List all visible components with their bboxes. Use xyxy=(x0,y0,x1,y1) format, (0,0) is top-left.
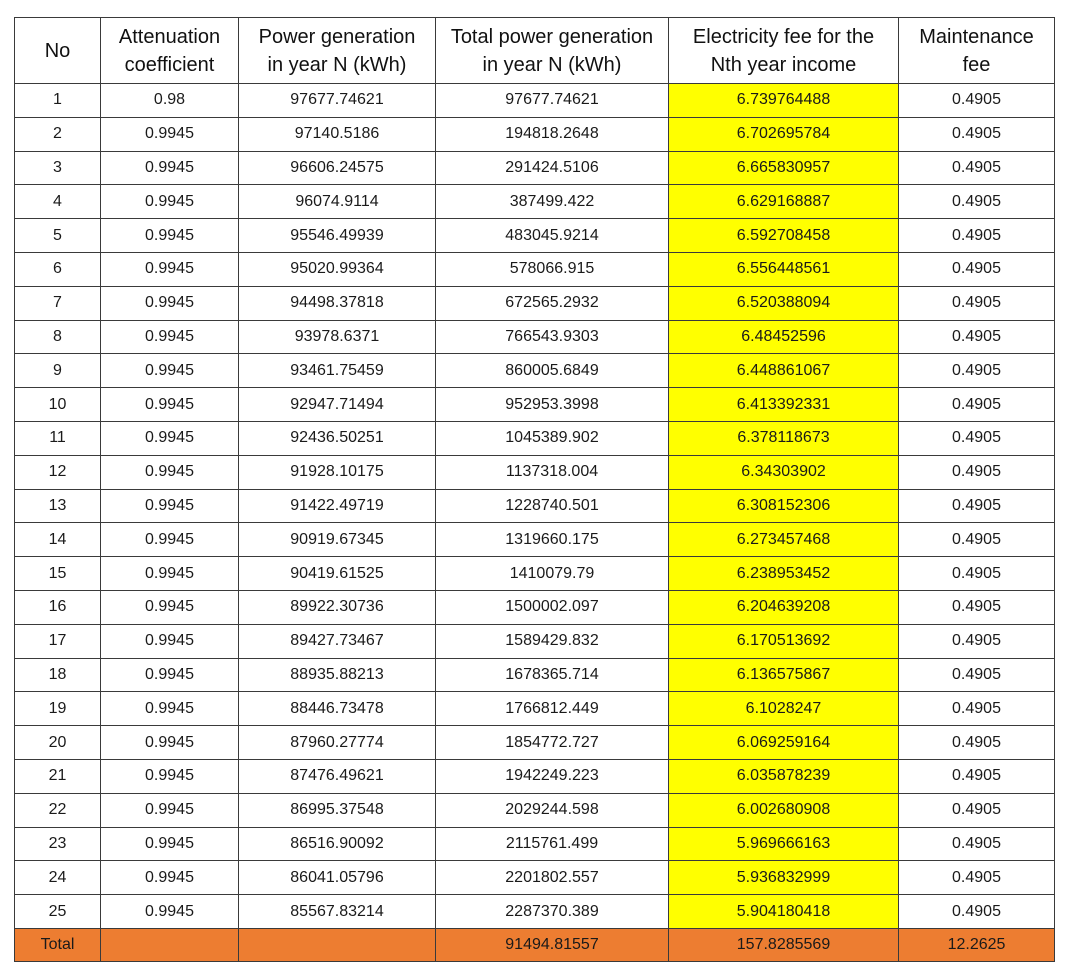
cell-maintenance-fee: 0.4905 xyxy=(899,895,1055,929)
cell-electricity-fee: 6.448861067 xyxy=(669,354,899,388)
cell-maintenance-fee: 0.4905 xyxy=(899,185,1055,219)
cell-power-generation: 92436.50251 xyxy=(239,421,436,455)
cell-attenuation: 0.9945 xyxy=(101,219,239,253)
cell-electricity-fee: 6.273457468 xyxy=(669,523,899,557)
cell-power-generation: 97140.5186 xyxy=(239,117,436,151)
total-fee-cell: 157.8285569 xyxy=(669,928,899,961)
cell-attenuation: 0.9945 xyxy=(101,489,239,523)
cell-electricity-fee: 6.136575867 xyxy=(669,658,899,692)
cell-maintenance-fee: 0.4905 xyxy=(899,523,1055,557)
cell-maintenance-fee: 0.4905 xyxy=(899,117,1055,151)
cell-electricity-fee: 6.34303902 xyxy=(669,455,899,489)
cell-no: 11 xyxy=(15,421,101,455)
table-row xyxy=(15,793,1055,827)
table-row xyxy=(15,219,1055,253)
cell-no: 8 xyxy=(15,320,101,354)
header-attenuation-coefficient xyxy=(101,18,239,84)
cell-no: 21 xyxy=(15,759,101,793)
cell-attenuation: 0.9945 xyxy=(101,759,239,793)
table-row xyxy=(15,388,1055,422)
cell-power-generation: 91928.10175 xyxy=(239,455,436,489)
cell-no: 24 xyxy=(15,861,101,895)
cell-total-power-generation: 1589429.832 xyxy=(436,624,669,658)
cell-attenuation: 0.9945 xyxy=(101,320,239,354)
cell-total-power-generation: 1500002.097 xyxy=(436,590,669,624)
total-power-cell xyxy=(239,928,436,961)
cell-maintenance-fee: 0.4905 xyxy=(899,861,1055,895)
cell-total-power-generation: 1678365.714 xyxy=(436,658,669,692)
cell-no: 13 xyxy=(15,489,101,523)
cell-power-generation: 92947.71494 xyxy=(239,388,436,422)
cell-attenuation: 0.9945 xyxy=(101,117,239,151)
cell-no: 16 xyxy=(15,590,101,624)
table-row xyxy=(15,861,1055,895)
cell-no: 5 xyxy=(15,219,101,253)
cell-maintenance-fee: 0.4905 xyxy=(899,354,1055,388)
header-line: Total power generation xyxy=(450,25,654,48)
cell-no: 15 xyxy=(15,557,101,591)
cell-total-power-generation: 2029244.598 xyxy=(436,793,669,827)
cell-electricity-fee: 6.413392331 xyxy=(669,388,899,422)
cell-no: 10 xyxy=(15,388,101,422)
cell-total-power-generation: 860005.6849 xyxy=(436,354,669,388)
cell-electricity-fee: 6.002680908 xyxy=(669,793,899,827)
cell-no: 12 xyxy=(15,455,101,489)
cell-power-generation: 88446.73478 xyxy=(239,692,436,726)
cell-total-power-generation: 952953.3998 xyxy=(436,388,669,422)
header-line: Maintenance xyxy=(919,25,1034,48)
cell-electricity-fee: 6.556448561 xyxy=(669,252,899,286)
cell-power-generation: 87960.27774 xyxy=(239,726,436,760)
cell-attenuation: 0.9945 xyxy=(101,252,239,286)
header-power-generation xyxy=(239,18,436,84)
header-line: Electricity fee for the xyxy=(692,25,875,48)
table-row xyxy=(15,895,1055,929)
total-row xyxy=(15,928,1055,961)
table-row xyxy=(15,117,1055,151)
cell-maintenance-fee: 0.4905 xyxy=(899,726,1055,760)
cell-total-power-generation: 1045389.902 xyxy=(436,421,669,455)
cell-power-generation: 88935.88213 xyxy=(239,658,436,692)
cell-power-generation: 93461.75459 xyxy=(239,354,436,388)
table-row xyxy=(15,590,1055,624)
cell-attenuation: 0.9945 xyxy=(101,658,239,692)
cell-maintenance-fee: 0.4905 xyxy=(899,489,1055,523)
cell-maintenance-fee: 0.4905 xyxy=(899,624,1055,658)
table-row xyxy=(15,354,1055,388)
cell-no: 3 xyxy=(15,151,101,185)
cell-electricity-fee: 6.069259164 xyxy=(669,726,899,760)
cell-total-power-generation: 1942249.223 xyxy=(436,759,669,793)
cell-maintenance-fee: 0.4905 xyxy=(899,827,1055,861)
cell-attenuation: 0.9945 xyxy=(101,827,239,861)
cell-attenuation: 0.9945 xyxy=(101,793,239,827)
cell-maintenance-fee: 0.4905 xyxy=(899,151,1055,185)
cell-maintenance-fee: 0.4905 xyxy=(899,320,1055,354)
cell-no: 22 xyxy=(15,793,101,827)
cell-power-generation: 94498.37818 xyxy=(239,286,436,320)
cell-no: 23 xyxy=(15,827,101,861)
cell-maintenance-fee: 0.4905 xyxy=(899,793,1055,827)
cell-no: 25 xyxy=(15,895,101,929)
cell-electricity-fee: 5.969666163 xyxy=(669,827,899,861)
cell-power-generation: 95020.99364 xyxy=(239,252,436,286)
header-electricity-fee xyxy=(669,18,899,84)
cell-total-power-generation: 2201802.557 xyxy=(436,861,669,895)
table-row xyxy=(15,185,1055,219)
cell-attenuation: 0.9945 xyxy=(101,895,239,929)
cell-power-generation: 87476.49621 xyxy=(239,759,436,793)
cell-no: 20 xyxy=(15,726,101,760)
table-row xyxy=(15,827,1055,861)
cell-total-power-generation: 387499.422 xyxy=(436,185,669,219)
cell-maintenance-fee: 0.4905 xyxy=(899,692,1055,726)
table-row xyxy=(15,759,1055,793)
total-total-power-cell: 91494.81557 xyxy=(436,928,669,961)
table-row xyxy=(15,692,1055,726)
cell-power-generation: 90419.61525 xyxy=(239,557,436,591)
cell-no: 6 xyxy=(15,252,101,286)
cell-power-generation: 95546.49939 xyxy=(239,219,436,253)
cell-total-power-generation: 194818.2648 xyxy=(436,117,669,151)
header-line: Power generation xyxy=(258,25,416,48)
cell-total-power-generation: 1137318.004 xyxy=(436,455,669,489)
cell-total-power-generation: 2287370.389 xyxy=(436,895,669,929)
cell-power-generation: 93978.6371 xyxy=(239,320,436,354)
cell-electricity-fee: 6.308152306 xyxy=(669,489,899,523)
cell-electricity-fee: 6.702695784 xyxy=(669,117,899,151)
cell-maintenance-fee: 0.4905 xyxy=(899,455,1055,489)
cell-total-power-generation: 672565.2932 xyxy=(436,286,669,320)
cell-total-power-generation: 483045.9214 xyxy=(436,219,669,253)
cell-maintenance-fee: 0.4905 xyxy=(899,590,1055,624)
cell-power-generation: 85567.83214 xyxy=(239,895,436,929)
cell-attenuation: 0.9945 xyxy=(101,523,239,557)
cell-electricity-fee: 6.592708458 xyxy=(669,219,899,253)
cell-power-generation: 97677.74621 xyxy=(239,84,436,118)
cell-attenuation: 0.9945 xyxy=(101,421,239,455)
cell-attenuation: 0.9945 xyxy=(101,354,239,388)
cell-power-generation: 86516.90092 xyxy=(239,827,436,861)
table-row xyxy=(15,557,1055,591)
cell-power-generation: 86041.05796 xyxy=(239,861,436,895)
table-row xyxy=(15,286,1055,320)
cell-total-power-generation: 766543.9303 xyxy=(436,320,669,354)
header-line: fee xyxy=(962,53,991,76)
header-line: coefficient xyxy=(124,53,215,76)
cell-attenuation: 0.9945 xyxy=(101,861,239,895)
cell-total-power-generation: 2115761.499 xyxy=(436,827,669,861)
cell-maintenance-fee: 0.4905 xyxy=(899,557,1055,591)
cell-electricity-fee: 6.170513692 xyxy=(669,624,899,658)
table-body xyxy=(15,84,1055,929)
cell-electricity-fee: 6.629168887 xyxy=(669,185,899,219)
cell-attenuation: 0.98 xyxy=(101,84,239,118)
cell-total-power-generation: 97677.74621 xyxy=(436,84,669,118)
table-row xyxy=(15,489,1055,523)
table-row xyxy=(15,455,1055,489)
cell-attenuation: 0.9945 xyxy=(101,151,239,185)
cell-maintenance-fee: 0.4905 xyxy=(899,286,1055,320)
cell-electricity-fee: 5.936832999 xyxy=(669,861,899,895)
cell-attenuation: 0.9945 xyxy=(101,185,239,219)
cell-no: 17 xyxy=(15,624,101,658)
cell-no: 9 xyxy=(15,354,101,388)
total-attenuation-cell xyxy=(101,928,239,961)
header-total-power-generation xyxy=(436,18,669,84)
cell-no: 19 xyxy=(15,692,101,726)
cell-total-power-generation: 1766812.449 xyxy=(436,692,669,726)
header-row xyxy=(15,18,1055,84)
cell-power-generation: 96074.9114 xyxy=(239,185,436,219)
cell-power-generation: 96606.24575 xyxy=(239,151,436,185)
cell-total-power-generation: 1854772.727 xyxy=(436,726,669,760)
cell-electricity-fee: 6.665830957 xyxy=(669,151,899,185)
cell-electricity-fee: 6.204639208 xyxy=(669,590,899,624)
cell-electricity-fee: 6.1028247 xyxy=(669,692,899,726)
table-row xyxy=(15,624,1055,658)
header-line: Attenuation xyxy=(118,25,221,48)
cell-total-power-generation: 578066.915 xyxy=(436,252,669,286)
cell-electricity-fee: 6.48452596 xyxy=(669,320,899,354)
table-row xyxy=(15,523,1055,557)
cell-electricity-fee: 5.904180418 xyxy=(669,895,899,929)
cell-attenuation: 0.9945 xyxy=(101,388,239,422)
total-maintenance-cell: 12.2625 xyxy=(899,928,1055,961)
cell-electricity-fee: 6.520388094 xyxy=(669,286,899,320)
cell-no: 1 xyxy=(15,84,101,118)
table-row xyxy=(15,726,1055,760)
cell-total-power-generation: 1410079.79 xyxy=(436,557,669,591)
table-row xyxy=(15,658,1055,692)
table-row xyxy=(15,151,1055,185)
cell-electricity-fee: 6.035878239 xyxy=(669,759,899,793)
cell-attenuation: 0.9945 xyxy=(101,624,239,658)
table-row xyxy=(15,421,1055,455)
cell-power-generation: 89922.30736 xyxy=(239,590,436,624)
cell-no: 18 xyxy=(15,658,101,692)
cell-no: 14 xyxy=(15,523,101,557)
cell-maintenance-fee: 0.4905 xyxy=(899,219,1055,253)
header-line: Nth year income xyxy=(710,53,857,76)
cell-electricity-fee: 6.739764488 xyxy=(669,84,899,118)
cell-maintenance-fee: 0.4905 xyxy=(899,421,1055,455)
cell-electricity-fee: 6.378118673 xyxy=(669,421,899,455)
cell-maintenance-fee: 0.4905 xyxy=(899,388,1055,422)
cell-attenuation: 0.9945 xyxy=(101,692,239,726)
header-no: No xyxy=(15,18,101,84)
header-line: in year N (kWh) xyxy=(267,53,407,76)
cell-electricity-fee: 6.238953452 xyxy=(669,557,899,591)
cell-attenuation: 0.9945 xyxy=(101,455,239,489)
cell-power-generation: 91422.49719 xyxy=(239,489,436,523)
cell-power-generation: 86995.37548 xyxy=(239,793,436,827)
cell-attenuation: 0.9945 xyxy=(101,286,239,320)
cell-no: 4 xyxy=(15,185,101,219)
table-row xyxy=(15,320,1055,354)
cell-attenuation: 0.9945 xyxy=(101,557,239,591)
header-maintenance-fee xyxy=(899,18,1055,84)
cell-maintenance-fee: 0.4905 xyxy=(899,84,1055,118)
total-label: Total xyxy=(15,928,101,961)
cell-attenuation: 0.9945 xyxy=(101,726,239,760)
cell-maintenance-fee: 0.4905 xyxy=(899,658,1055,692)
cell-no: 7 xyxy=(15,286,101,320)
table-row xyxy=(15,252,1055,286)
power-generation-table xyxy=(14,17,1055,962)
table-row xyxy=(15,84,1055,118)
cell-power-generation: 89427.73467 xyxy=(239,624,436,658)
cell-total-power-generation: 291424.5106 xyxy=(436,151,669,185)
header-line: in year N (kWh) xyxy=(482,53,622,76)
cell-total-power-generation: 1228740.501 xyxy=(436,489,669,523)
cell-maintenance-fee: 0.4905 xyxy=(899,759,1055,793)
cell-total-power-generation: 1319660.175 xyxy=(436,523,669,557)
cell-no: 2 xyxy=(15,117,101,151)
cell-power-generation: 90919.67345 xyxy=(239,523,436,557)
cell-attenuation: 0.9945 xyxy=(101,590,239,624)
cell-maintenance-fee: 0.4905 xyxy=(899,252,1055,286)
